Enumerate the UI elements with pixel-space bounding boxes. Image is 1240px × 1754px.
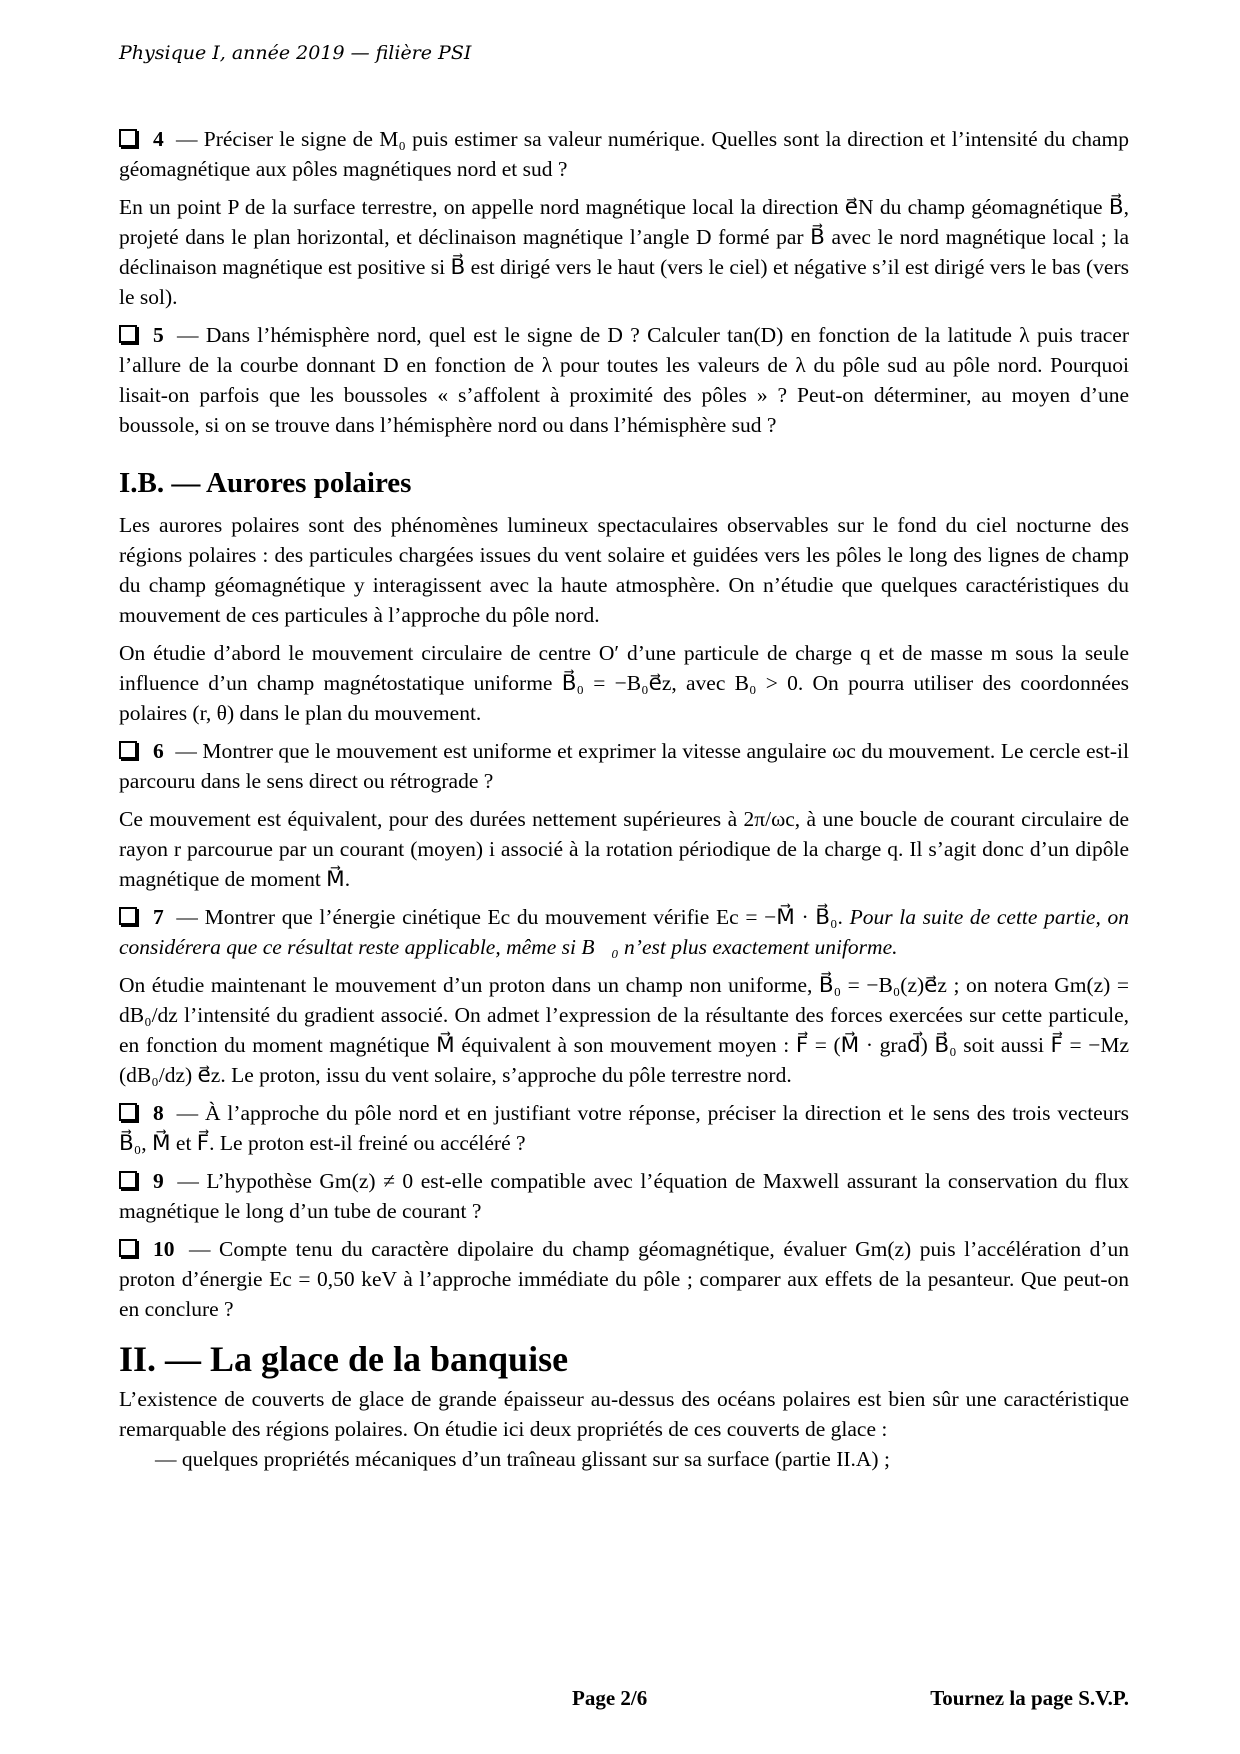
checkbox-icon bbox=[119, 1103, 137, 1121]
page-number: Page 2/6 bbox=[572, 1686, 648, 1710]
question-text: — Compte tenu du caractère dipolaire du champ géomagnétique, évaluer Gm(z) puis l’accélération d’un proton d’énergie Ec = 0,50 keV à l’approche immédiate du pôle ; comparer aux effets de la pesanteur. Que peut-on en conclure ? bbox=[119, 1237, 1129, 1321]
question-5 bbox=[119, 320, 1129, 440]
checkbox-icon bbox=[119, 325, 137, 343]
question-number: 4 bbox=[153, 127, 164, 151]
question-number: 8 bbox=[153, 1101, 164, 1125]
checkbox-icon bbox=[119, 129, 137, 147]
question-number: 9 bbox=[153, 1169, 164, 1193]
paragraph-boucle-courant: Ce mouvement est équivalent, pour des durées nettement supérieures à 2π/ωc, à une boucle de courant circulaire de rayon r parcourue par un courant (moyen) i associé à la rotation périodique de la charge q. Il s’agit donc d’un dipôle magnétique de moment M⃗. bbox=[119, 807, 1129, 891]
question-text: — Montrer que le mouvement est uniforme et exprimer la vitesse angulaire ωc du mouvement. Le cercle est-il parcouru dans le sens direct ou rétrograde ? bbox=[119, 739, 1129, 793]
question-text: — Préciser le signe de M₀ puis estimer sa valeur numérique. Quelles sont la direction et l’intensité du champ géomagnétique aux pôles magnétiques nord et sud ? bbox=[119, 127, 1130, 181]
turn-page-note: Tournez la page S.V.P. bbox=[930, 1686, 1129, 1710]
question-text: — À l’approche du pôle nord et en justifiant votre réponse, préciser la direction et le sens des trois vecteurs B⃗₀, M⃗ et F⃗. Le proton est-il freiné ou accéléré ? bbox=[119, 1101, 1129, 1155]
question-6 bbox=[119, 736, 1129, 796]
question-number: 5 bbox=[153, 323, 164, 347]
checkbox-icon bbox=[119, 1239, 137, 1257]
section-heading-IB: I.B. — Aurores polaires bbox=[119, 467, 412, 499]
question-7 bbox=[119, 902, 1129, 962]
question-text: — L’hypothèse Gm(z) ≠ 0 est-elle compatible avec l’équation de Maxwell assurant la conservation du flux magnétique le long d’un tube de courant ? bbox=[119, 1169, 1130, 1223]
section-heading-II: II. — La glace de la banquise bbox=[119, 1339, 569, 1379]
checkbox-icon bbox=[119, 741, 137, 759]
question-text: — Dans l’hémisphère nord, quel est le signe de D ? Calculer tan(D) en fonction de la latitude λ puis tracer l’allure de la courbe donnant D en fonction de λ pour toutes les valeurs de λ du pôle sud au pôle nord. Pourquoi lisait-on parfois que les boussoles « s’affolent à proximité des pôles » ? Peut-on déterminer, au moyen d’une boussole, si on se trouve dans l’hémisphère nord ou dans l’hémisphère sud ? bbox=[119, 323, 1130, 437]
question-9 bbox=[119, 1166, 1129, 1226]
question-number: 6 bbox=[153, 739, 164, 763]
checkbox-icon bbox=[119, 1171, 137, 1189]
paragraph-glace-intro: L’existence de couverts de glace de grande épaisseur au-dessus des océans polaires est bien sûr une caractéristique remarquable des régions polaires. On étudie ici deux propriétés de ces couverts de glace : bbox=[119, 1387, 1129, 1441]
paragraph-mouvement-circulaire: On étudie d’abord le mouvement circulaire de centre O′ d’une particule de charge q et de masse m sous la seule influence d’un champ magnétostatique uniforme B⃗₀ = −B₀e⃗z, avec B₀ > 0. On pourra utiliser des coordonnées polaires (r, θ) dans le plan du mouvement. bbox=[119, 641, 1129, 725]
question-10 bbox=[119, 1234, 1129, 1324]
question-italic-note: Pour la suite de cette partie, on considérera que ce résultat reste applicable, même si B⃗₀ n’est plus exactement uniforme. bbox=[119, 905, 1130, 959]
running-header: Physique I, année 2019 — filière PSI bbox=[119, 42, 472, 64]
question-number: 7 bbox=[153, 905, 164, 929]
question-4 bbox=[119, 124, 1129, 184]
checkbox-icon bbox=[119, 907, 137, 925]
paragraph-aurores-intro: Les aurores polaires sont des phénomènes lumineux spectaculaires observables sur le fond du ciel nocturne des régions polaires : des particules chargées issues du vent solaire et guidées vers les pôles le long des lignes de champ du champ géomagnétique y interagissent avec la haute atmosphère. On n’étudie que quelques caractéristiques du mouvement de ces particules à l’approche du pôle nord. bbox=[119, 513, 1129, 627]
question-number: 10 bbox=[153, 1237, 175, 1261]
document-body bbox=[119, 124, 1129, 1482]
question-text: — Montrer que l’énergie cinétique Ec du mouvement vérifie Ec = −M⃗ · B⃗₀. bbox=[176, 905, 843, 929]
paragraph-declinaison: En un point P de la surface terrestre, on appelle nord magnétique local la direction e⃗N du champ géomagnétique B⃗, projeté dans le plan horizontal, et déclinaison magnétique l’angle D formé par B⃗ avec le nord magnétique local ; la déclinaison magnétique est positive si B⃗ est dirigé vers le haut (vers le ciel) et négative s’il est dirigé vers le bas (vers le sol). bbox=[119, 195, 1129, 309]
question-8 bbox=[119, 1098, 1129, 1158]
list-item-glace-1: — quelques propriétés mécaniques d’un traîneau glissant sur sa surface (partie II.A) ; bbox=[155, 1447, 890, 1471]
paragraph-champ-non-uniforme: On étudie maintenant le mouvement d’un proton dans un champ non uniforme, B⃗₀ = −B₀(z)e⃗z ; on notera Gm(z) = dB₀/dz l’intensité du gradient associé. On admet l’expression de la résultante des forces exercées sur cette particule, en fonction du moment magnétique M⃗ équivalent à son mouvement moyen : F⃗ = (M⃗ · grad⃗) B⃗₀ soit aussi F⃗ = −Mz (dB₀/dz) e⃗z. Le proton, issu du vent solaire, s’approche du pôle terrestre nord. bbox=[119, 973, 1129, 1087]
